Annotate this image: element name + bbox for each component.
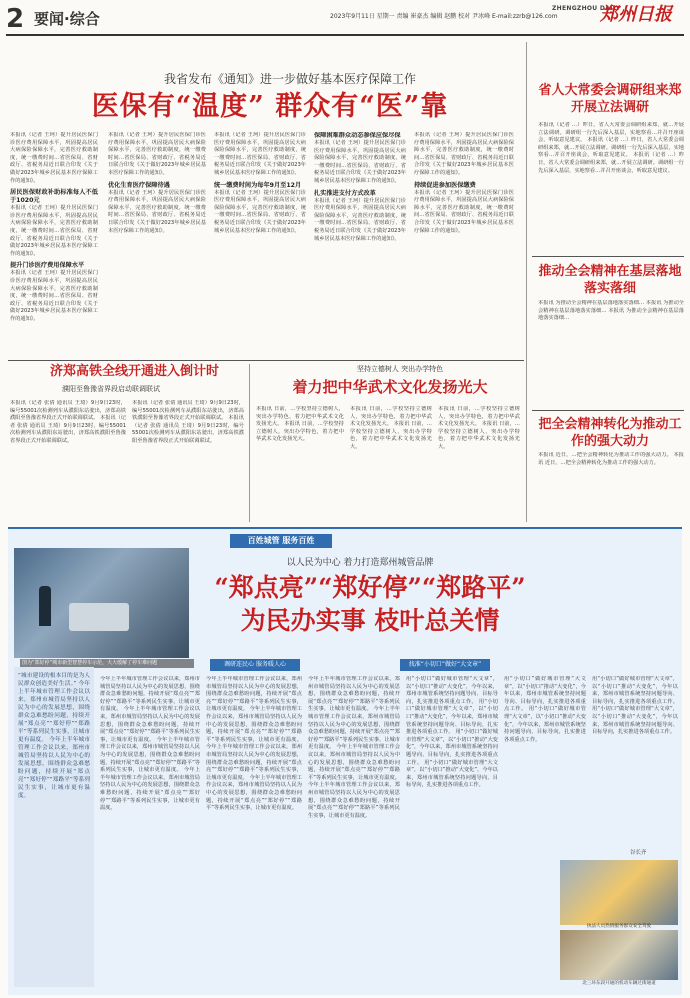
article6-text: 本报讯 日前，…学校坚持立德树人，突出办学特色，着力把中华武术文化发扬光大。 xyxy=(350,421,432,450)
feature-kicker: 以人民为中心 着力打造郑州城管品牌 xyxy=(286,558,434,568)
page-number: 2 xyxy=(6,4,25,34)
column-divider xyxy=(526,42,527,522)
article3-headline: 推动全会精神在基层落地落实落细 xyxy=(538,264,682,296)
feature-section-label-2: 找准“小切口”做好“大文章” xyxy=(400,659,490,671)
feature-quote xyxy=(18,672,90,972)
article1-subhead-5: 保障困难群众动态参保应保尽保 xyxy=(314,132,401,139)
article5-col1 xyxy=(10,400,126,520)
article1-body-repeat: 本报讯（记者 王珂）提升居民医保门诊医疗费用保障水平，巩固提高居民大病保险保障水平，完善医疗救助制度，统一缴费时间…省医保局、省财政厅、省税务局近日联合印发《关于做好2023年城乡居民基本医疗保障工作的通知》。 xyxy=(108,132,206,176)
section-title: 要闻·综合 xyxy=(34,10,100,28)
feature-text: 用“小切口”做好城市管理“大文章”，以“小切口”推动“大变化”，今年以来，郑州市城管系统坚持问题导向、目标导向，扎实推进各项重点工作。 xyxy=(504,706,586,743)
article1-headline: 医保有“温度” 群众有“医”靠 xyxy=(91,91,449,122)
feature-col2 xyxy=(206,676,302,986)
article4-text: 本报讯 近日，…把全会精神转化为推动工作的强大动力。 xyxy=(538,452,684,466)
feature-text: 用“小切口”做好城市管理“大文章”，以“小切口”推动“大变化”，今年以来，郑州市城管系统坚持问题导向、目标导向，扎实推进各项重点工作。 xyxy=(504,676,586,713)
feature-text: 今年上半年城市管理工作会议以来，郑州市城管局坚持以人民为中心的发展思想，围绕群众急难愁盼问题，持续开展“郑点亮”“郑好停”“郑路平”等系列民生实事，让城市更有温度。 xyxy=(100,767,200,812)
feature-col5 xyxy=(504,676,586,846)
article3-text: 本报讯 为推动全会精神在基层落地落实落细… xyxy=(538,307,684,322)
article6-text: 本报讯 日前，…学校坚持立德树人，突出办学特色，着力把中华武术文化发扬光大。 xyxy=(256,421,344,443)
article1-subhead-7: 持续促进参加医保缴费 xyxy=(414,181,476,189)
article6-col2 xyxy=(350,406,432,522)
car-shape xyxy=(69,603,129,631)
article3-body xyxy=(538,300,684,408)
article1-col5 xyxy=(414,132,514,358)
dateline: 2023年9月11日 星期一 责编 崔豪杰 编辑 赵鹏 校对 尹冰峰 E-mail:zzrb@126.com xyxy=(330,13,558,20)
divider xyxy=(532,256,684,257)
feature-col1 xyxy=(100,676,200,986)
article1-col3 xyxy=(214,132,306,358)
feature-headline-line2: 为民办实事 枝叶总关情 xyxy=(240,606,500,635)
article1-body-repeat: 本报讯（记者 王珂）提升居民医保门诊医疗费用保障水平，巩固提高居民大病保险保障水平，完善医疗救助制度，统一缴费时间…省医保局、省财政厅、省税务局近日联合印发《关于做好2023年城乡居民基本医疗保障工作的通知》。 xyxy=(214,189,306,234)
article6-text: 本报讯 日前，…学校坚持立德树人，突出办学特色，着力把中华武术文化发扬光大。 xyxy=(438,406,520,428)
article4-text: 本报讯 近日，…把全会精神转化为推动工作的强大动力。 xyxy=(538,452,672,458)
brand-english: ZHENGZHOU DAILY xyxy=(552,5,621,12)
feature-text: 今年上半年城市管理工作会议以来，郑州市城管局坚持以人民为中心的发展思想，围绕群众急难愁盼问题，持续开展“郑点亮”“郑好停”“郑路平”等系列民生实事，让城市更有温度。 xyxy=(206,676,302,713)
feature-text: 今年上半年城市管理工作会议以来，郑州市城管局坚持以人民为中心的发展思想，围绕群众急难愁盼问题，持续开展“郑点亮”“郑好停”“郑路平”等系列民生实事，让城市更有温度。 xyxy=(100,676,200,713)
article1-kicker: 我省发布《通知》进一步做好基本医疗保障工作 xyxy=(163,72,416,86)
article2-text: 本报讯（记者 …）昨日，省人大常委会调研组来郑，就…开展立法调研。调研组一行先后深入基层，实地察看…并召开座谈会，听取意见建议。 xyxy=(538,137,684,159)
article4-body xyxy=(538,452,684,522)
article1-body-repeat: 本报讯（记者 王珂）提升居民医保门诊医疗费用保障水平，巩固提高居民大病保险保障水平，完善医疗救助制度，统一缴费时间…省医保局、省财政厅、省税务局近日联合印发《关于做好2023年城乡居民基本医疗保障工作的通知》。 xyxy=(10,205,98,257)
article1-subhead-1: 居民医保财政补助标准每人不低于1020元 xyxy=(10,189,98,205)
feature-banner: 百姓城管 服务百姓 xyxy=(230,534,332,548)
feature-text: 用“小切口”做好城市管理“大文章”，以“小切口”推动“大变化”，今年以来，郑州市城管系统坚持问题导向、目标导向，扎实推进各项重点工作。 xyxy=(406,759,498,789)
feature-text: 用“小切口”做好城市管理“大文章”，以“小切口”推动“大变化”，今年以来，郑州市城管系统坚持问题导向、目标导向，扎实推进各项重点工作。 xyxy=(406,729,498,766)
article5-text: 本报讯（记者 张倩 通讯员 王琦）9月9日23时，编号55001次检测列车从濮阳东站驶出，济郑高铁濮阳至鲁豫省界段正式开始联调联试。 xyxy=(10,400,126,422)
article1-lead: 本报讯（记者 王珂）提升居民医保门诊医疗费用保障水平，巩固提高居民大病保险保障水平，完善医疗救助制度，统一缴费时间…省医保局、省财政厅、省税务局近日联合印发《关于做好2023年城乡居民基本医疗保障工作的通知》。 xyxy=(10,132,98,184)
article1-subhead-6: 扎实推进支付方式改革 xyxy=(314,189,376,197)
article6-kicker: 坚持立德树人 突出办学特色 xyxy=(356,365,444,373)
feature-text: 今年上半年城市管理工作会议以来，郑州市城管局坚持以人民为中心的发展思想，围绕群众急难愁盼问题，持续开展“郑点亮”“郑好停”“郑路平”等系列民生实事，让城市更有温度。 xyxy=(206,706,302,743)
article6-text: 本报讯 日前，…学校坚持立德树人，突出办学特色，着力把中华武术文化发扬光大。 xyxy=(256,406,344,428)
article6-col3 xyxy=(438,406,520,522)
article1-subhead-2: 提升门诊医疗费用保障水平 xyxy=(10,262,85,270)
feature-photo-right-top xyxy=(560,860,678,925)
header-rule xyxy=(6,34,684,36)
feature-photo-caption: 图为“郑好停”城市新型智慧停车示范，大大缓解了停车难问题 xyxy=(20,659,194,668)
article5-text: 本报讯（记者 张倩 通讯员 王琦）9月9日23时，编号55001次检测列车从濮阳东站驶出，济郑高铁濮阳至鲁豫省界段正式开始联调联试。 xyxy=(132,400,244,422)
feature-quote-body: 今年上半年城市管理工作会议以来，郑州市城管局坚持以人民为中心的发展思想，围绕群众急难愁盼问题，持续开展“郑点亮”“郑好停”“郑路平”等系列民生实事，让城市更有温度。 xyxy=(18,737,90,799)
feature-text: 用“小切口”做好城市管理“大文章”，以“小切口”推动“大变化”，今年以来，郑州市城管系统坚持问题导向、目标导向，扎实推进各项重点工作。 xyxy=(592,676,678,705)
article1-subhead-4: 统一缴费时间为每年9月至12月 xyxy=(214,181,302,189)
officer-figure xyxy=(39,586,51,626)
article5-headline: 济郑高铁全线开通进入倒计时 xyxy=(50,364,220,379)
feature-text: 今年上半年城市管理工作会议以来，郑州市城管局坚持以人民为中心的发展思想，围绕群众急难愁盼问题，持续开展“郑点亮”“郑好停”“郑路平”等系列民生实事，让城市更有温度。 xyxy=(206,744,302,781)
feature-text: 用“小切口”做好城市管理“大文章”，以“小切口”推动“大变化”，今年以来，郑州市城管系统坚持问题导向、目标导向，扎实推进各项重点工作。 xyxy=(406,698,498,736)
feature-text: 用“小切口”做好城市管理“大文章”，以“小切口”推动“大变化”，今年以来，郑州市城管系统坚持问题导向、目标导向，扎实推进各项重点工作。 xyxy=(592,706,678,736)
article6-col1 xyxy=(256,406,344,522)
article1-body-repeat: 本报讯（记者 王珂）提升居民医保门诊医疗费用保障水平，巩固提高居民大病保险保障水平，完善医疗救助制度，统一缴费时间…省医保局、省财政厅、省税务局近日联合印发《关于做好2023年城乡居民基本医疗保障工作的通知》。 xyxy=(108,189,206,234)
feature-headline-line1: “郑点亮”“郑好停”“郑路平” xyxy=(214,573,526,602)
article4-headline: 把全会精神转化为推动工作的强大动力 xyxy=(538,417,682,449)
feature-text: 今年上半年城市管理工作会议以来，郑州市城管局坚持以人民为中心的发展思想，围绕群众急难愁盼问题，持续开展“郑点亮”“郑好停”“郑路平”等系列民生实事，让城市更有温度。 xyxy=(308,744,400,781)
article6-text: 本报讯 日前，…学校坚持立德树人，突出办学特色，着力把中华武术文化发扬光大。 xyxy=(438,421,520,450)
article1-col1 xyxy=(10,132,98,358)
feature-author: 谷长齐 xyxy=(630,850,647,856)
feature-text: 用“小切口”做好城市管理“大文章”，以“小切口”推动“大变化”，今年以来，郑州市城管系统坚持问题导向、目标导向，扎实推进各项重点工作。 xyxy=(406,676,498,705)
feature-photo-right-top-caption: 执法人员热情服务群众安全驾驶 xyxy=(586,924,652,929)
article5-text: 本报讯（记者 张倩 通讯员 王琦）9月9日23时，编号55001次检测列车从濮阳东站驶出，济郑高铁濮阳至鲁豫省界段正式开始联调联试。 xyxy=(10,415,126,444)
feature-col3 xyxy=(308,676,400,986)
article2-headline: 省人大常委会调研组来郑开展立法调研 xyxy=(538,83,682,115)
article1-body-repeat: 本报讯（记者 王珂）提升居民医保门诊医疗费用保障水平，巩固提高居民大病保险保障水平，完善医疗救助制度，统一缴费时间…省医保局、省财政厅、省税务局近日联合印发《关于做好2023年城乡居民基本医疗保障工作的通知》。 xyxy=(414,132,514,176)
article1-subhead-3: 优化生育医疗保障待遇 xyxy=(108,181,170,189)
article6-headline: 着力把中华武术文化发扬光大 xyxy=(292,378,488,396)
feature-quote-text: “城市建设的根本目的是为人民群众创造美好生活。” xyxy=(18,673,90,687)
article1-body-repeat: 本报讯（记者 王珂）提升居民医保门诊医疗费用保障水平，巩固提高居民大病保险保障水平，完善医疗救助制度，统一缴费时间…省医保局、省财政厅、省税务局近日联合印发《关于做好2023年城乡居民基本医疗保障工作的通知》。 xyxy=(214,132,306,176)
article1-body-repeat: 本报讯（记者 王珂）提升居民医保门诊医疗费用保障水平，巩固提高居民大病保险保障水平，完善医疗救助制度，统一缴费时间…省医保局、省财政厅、省税务局近日联合印发《关于做好2023年城乡居民基本医疗保障工作的通知》。 xyxy=(314,140,406,184)
article5-subtitle: 濮阳至鲁豫省界段启动联调联试 xyxy=(62,385,160,393)
article6-text: 本报讯 日前，…学校坚持立德树人，突出办学特色，着力把中华武术文化发扬光大。 xyxy=(350,406,432,428)
masthead-logo: 郑州日报 xyxy=(600,4,672,25)
feature-text: 今年上半年城市管理工作会议以来，郑州市城管局坚持以人民为中心的发展思想，围绕群众急难愁盼问题，持续开展“郑点亮”“郑好停”“郑路平”等系列民生实事，让城市更有温度。 xyxy=(308,676,400,713)
article5-text: 本报讯（记者 张倩 通讯员 王琦）9月9日23时，编号55001次检测列车从濮阳东站驶出，济郑高铁濮阳至鲁豫省界段正式开始联调联试。 xyxy=(132,415,244,444)
feature-text: 今年上半年城市管理工作会议以来，郑州市城管局坚持以人民为中心的发展思想，围绕群众急难愁盼问题，持续开展“郑点亮”“郑好停”“郑路平”等系列民生实事，让城市更有温度。 xyxy=(308,706,400,751)
feature-text: 今年上半年城市管理工作会议以来，郑州市城管局坚持以人民为中心的发展思想，围绕群众急难愁盼问题，持续开展“郑点亮”“郑好停”“郑路平”等系列民生实事，让城市更有温度。 xyxy=(100,706,200,743)
feature-photo xyxy=(14,548,189,658)
feature-photo-right-bottom-caption: 北三环东段开通的机动车辆过街通道 xyxy=(582,981,656,986)
feature-text: 今年上半年城市管理工作会议以来，郑州市城管局坚持以人民为中心的发展思想，围绕群众急难愁盼问题，持续开展“郑点亮”“郑好停”“郑路平”等系列民生实事，让城市更有温度。 xyxy=(206,774,302,812)
feature-text: 今年上半年城市管理工作会议以来，郑州市城管局坚持以人民为中心的发展思想，围绕群众急难愁盼问题，持续开展“郑点亮”“郑好停”“郑路平”等系列民生实事，让城市更有温度。 xyxy=(100,736,200,774)
feature-photo-right-bottom xyxy=(560,930,678,980)
article1-body-repeat: 本报讯（记者 王珂）提升居民医保门诊医疗费用保障水平，巩固提高居民大病保险保障水平，完善医疗救助制度，统一缴费时间…省医保局、省财政厅、省税务局近日联合印发《关于做好2023年城乡居民基本医疗保障工作的通知》。 xyxy=(414,189,514,234)
feature-quote-body: 今年上半年城市管理工作会议以来，郑州市城管局坚持以人民为中心的发展思想，围绕群众急难愁盼问题，持续开展“郑点亮”“郑好停”“郑路平”等系列民生实事，让城市更有温度。 xyxy=(18,681,90,743)
article1-col2 xyxy=(108,132,206,358)
feature-text: 今年上半年城市管理工作会议以来，郑州市城管局坚持以人民为中心的发展思想，围绕群众急难愁盼问题，持续开展“郑点亮”“郑好停”“郑路平”等系列民生实事，让城市更有温度。 xyxy=(308,782,400,819)
feature-col6 xyxy=(592,676,678,846)
article2-text: 本报讯（记者 …）昨日，省人大常委会调研组来郑，就…开展立法调研。调研组一行先后深入基层，实地察看…并召开座谈会，听取意见建议。 xyxy=(538,152,684,174)
column-divider xyxy=(249,364,250,522)
article1-body-repeat: 本报讯（记者 王珂）提升居民医保门诊医疗费用保障水平，巩固提高居民大病保险保障水平，完善医疗救助制度，统一缴费时间…省医保局、省财政厅、省税务局近日联合印发《关于做好2023年城乡居民基本医疗保障工作的通知》。 xyxy=(314,197,406,242)
divider xyxy=(532,410,684,411)
article2-body xyxy=(538,122,684,252)
article1-col4 xyxy=(314,132,406,358)
article3-text: 本报讯 为推动全会精神在基层落地落实落细… xyxy=(538,300,645,306)
article3-text: 本报讯 为推动全会精神在基层落地落实落细… xyxy=(538,300,684,314)
article1-body-repeat: 本报讯（记者 王珂）提升居民医保门诊医疗费用保障水平，巩固提高居民大病保险保障水平，完善医疗救助制度，统一缴费时间…省医保局、省财政厅、省税务局近日联合印发《关于做好2023年城乡居民基本医疗保障工作的通知》。 xyxy=(10,270,98,322)
divider xyxy=(8,360,524,361)
feature-section-label-1: 调研连民心 服务暖人心 xyxy=(210,659,300,671)
article2-text: 本报讯（记者 …）昨日，省人大常委会调研组来郑，就…开展立法调研。调研组一行先后深入基层，实地察看…并召开座谈会，听取意见建议。 xyxy=(538,122,684,144)
feature-col4 xyxy=(406,676,498,986)
article5-col2 xyxy=(132,400,244,520)
